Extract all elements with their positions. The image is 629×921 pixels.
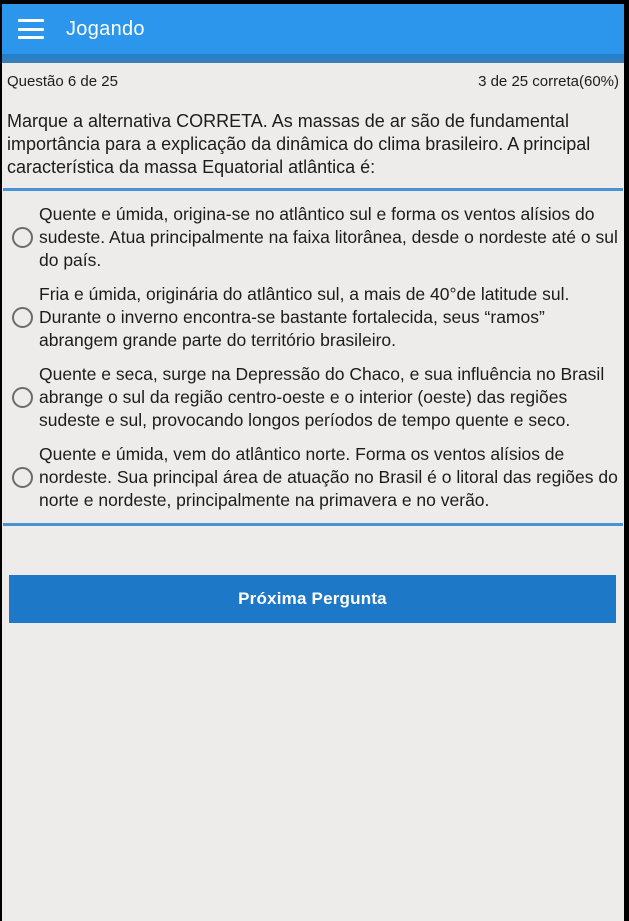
options-divider xyxy=(3,523,623,526)
app-bar xyxy=(2,4,624,54)
question-progress: Questão 6 de 25 xyxy=(7,73,118,90)
menu-bar xyxy=(18,19,44,22)
menu-bar xyxy=(18,36,44,39)
option-label: Fria e úmida, originária do atlântico sul, a mais de 40°de latitude sul. Durante o inverno encontra-se bastante fortalecida, seus “ramos” abrangem grande parte do território brasileiro. xyxy=(39,284,570,350)
score-text: 3 de 25 correta(60%) xyxy=(478,73,619,90)
menu-bar xyxy=(18,28,44,31)
next-question-button[interactable]: Próxima Pergunta xyxy=(9,575,616,623)
radio-button[interactable] xyxy=(12,467,33,488)
app-title: Jogando xyxy=(66,17,145,40)
option-label: Quente e úmida, origina-se no atlântico sul e forma os ventos alísios do sudeste. Atua principalmente na faixa litorânea, desde o nordeste até o sul do país. xyxy=(39,204,618,270)
answer-option-3[interactable] xyxy=(2,363,624,432)
radio-button[interactable] xyxy=(12,307,33,328)
option-label: Quente e seca, surge na Depressão do Chaco, e sua influência no Brasil abrange o sul da região centro-oeste e o interior (oeste) das regiões sudeste e sul, provocando longos períodos de tempo quente e seco. xyxy=(39,364,605,430)
options-list xyxy=(2,191,624,512)
option-label: Quente e úmida, vem do atlântico norte. Forma os ventos alísios de nordeste. Sua principal área de atuação no Brasil é o litoral das regiões do norte e nordeste, principalmente na primavera e no verão. xyxy=(39,444,618,510)
status-row xyxy=(2,63,624,96)
radio-button[interactable] xyxy=(12,227,33,248)
question-text: Marque a alternativa CORRETA. As massas de ar são de fundamental importância para a explicação da dinâmica do clima brasileiro. A principal característica da massa Equatorial atlântica é: xyxy=(7,111,591,177)
app-screen xyxy=(2,4,624,921)
answer-option-1[interactable] xyxy=(2,203,624,272)
answer-option-2[interactable] xyxy=(2,283,624,352)
hamburger-menu-icon[interactable] xyxy=(18,19,44,39)
radio-button[interactable] xyxy=(12,387,33,408)
answer-option-4[interactable] xyxy=(2,443,624,512)
app-bar-shadow xyxy=(2,54,624,63)
